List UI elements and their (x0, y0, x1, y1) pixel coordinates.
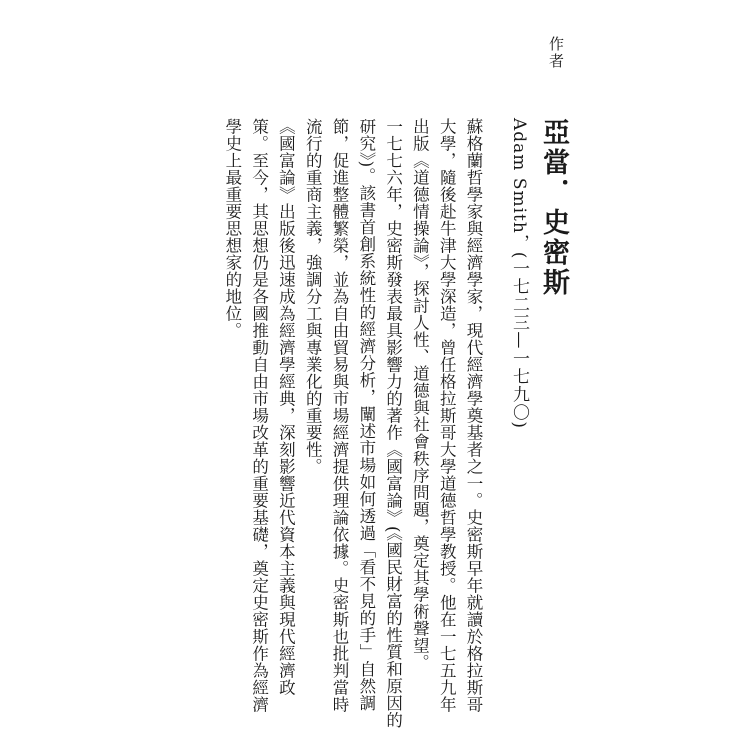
bio-line: 蘇格蘭哲學家與經濟學家，現代經濟學奠基者之一。史密斯早年就讀於格拉斯哥 (464, 118, 483, 713)
bio-line: 大學，隨後赴牛津大學深造，曾任格拉斯哥大學道德哲學教授。他在一七五九年 (437, 118, 457, 713)
bio-line: 《國富論》出版後迅速成為經濟學經典，深刻影響近代資本主義與現代經濟政 (276, 118, 296, 696)
bio-line: 學史上最重要思想家的地位。 (222, 118, 242, 339)
bio-paragraph (298, 118, 405, 729)
bio-line: 研究》)。該書首創系統性的經濟分析，闡述市場如何透過「看不見的手」自然調 (356, 118, 376, 712)
section-label: 作者 (547, 36, 565, 70)
bio-line: 流行的重商主義，強調分工與專業化的重要性。 (303, 118, 323, 475)
bio-line: 一七七六年，史密斯發表最具影響力的著作《國富論》(《國民財富的性質和原因的 (383, 118, 403, 729)
bio-paragraph (406, 118, 486, 713)
bio-line: 節，促進整體繁榮，並為自由貿易與市場經濟提供理論依據。史密斯也批判當時 (330, 118, 350, 713)
bio-paragraph (218, 118, 298, 713)
bio-line: 策。至今，其思想仍是各國推動自由市場改革的重要基礎，奠定史密斯作為經濟 (249, 118, 269, 713)
bio-line: 出版《道德情操論》，探討人性、道德與社會秩序問題，奠定其學術聲望。 (410, 118, 430, 671)
author-biography (196, 118, 486, 729)
author-dates: Adam Smith，(一七二三—一七九〇) (509, 118, 529, 430)
author-name: 亞當．史密斯 (538, 118, 569, 298)
